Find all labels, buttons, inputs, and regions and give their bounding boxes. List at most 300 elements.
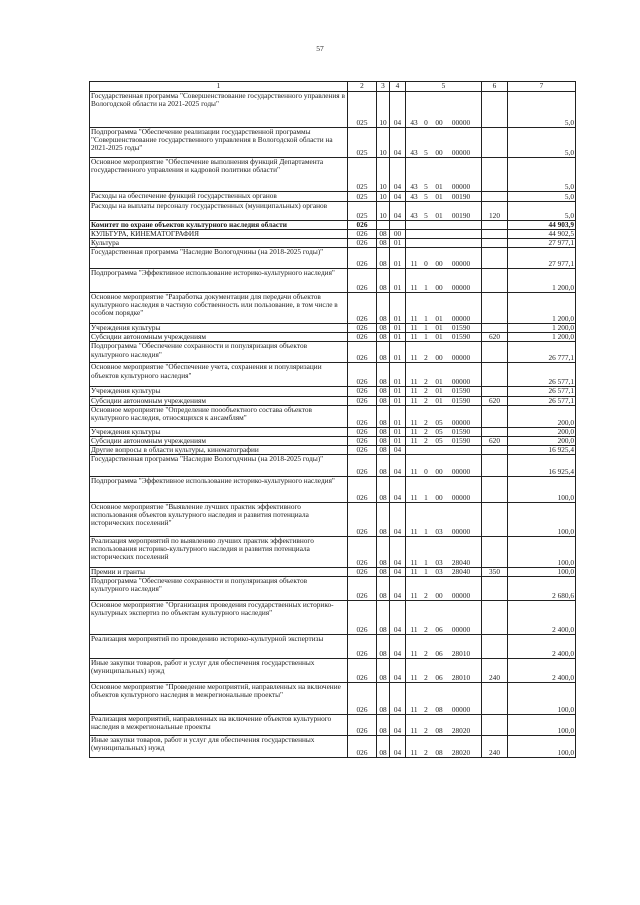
csr-part: 01 bbox=[435, 181, 443, 191]
row-rz: 08 bbox=[377, 342, 390, 363]
row-name: Основное мероприятие "Обеспечение выполнения функций Департамента государственного управления и кадровой политики области" bbox=[90, 158, 348, 192]
row-rz: 08 bbox=[377, 502, 390, 536]
row-grbs: 026 bbox=[348, 715, 377, 736]
csr-part: 03 bbox=[435, 557, 443, 567]
row-vr bbox=[482, 427, 508, 436]
row-rz: 08 bbox=[377, 405, 390, 427]
row-rz: 08 bbox=[377, 436, 390, 445]
csr-part: 11 bbox=[410, 624, 418, 634]
row-vr bbox=[482, 192, 508, 202]
row-amount: 5,0 bbox=[508, 192, 576, 202]
row-pr bbox=[390, 221, 406, 230]
csr-part: 1 bbox=[424, 567, 428, 576]
row-csr bbox=[406, 659, 482, 683]
row-amount: 200,0 bbox=[508, 405, 576, 427]
row-grbs: 026 bbox=[348, 293, 377, 324]
csr-part: 28010 bbox=[451, 672, 471, 682]
row-name: Премии и гранты bbox=[90, 567, 348, 576]
table-row bbox=[90, 476, 576, 502]
csr-part: 01 bbox=[435, 323, 443, 333]
row-grbs: 026 bbox=[348, 269, 377, 293]
row-csr bbox=[406, 342, 482, 363]
row-name: Основное мероприятие "Проведение мероприятий, направленных на включение объектов культурного наследия в межрегиональные проекты" bbox=[90, 683, 348, 715]
header-col-vr: 6 bbox=[482, 82, 508, 92]
row-rz: 08 bbox=[377, 683, 390, 715]
csr-part: 11 bbox=[410, 259, 418, 269]
row-rz: 08 bbox=[377, 293, 390, 324]
table-row bbox=[90, 715, 576, 736]
row-name: Подпрограмма "Обеспечение сохранности и популяризация объектов культурного наследия" bbox=[90, 342, 348, 363]
row-amount: 5,0 bbox=[508, 158, 576, 192]
row-vr bbox=[482, 342, 508, 363]
row-csr bbox=[406, 239, 482, 248]
row-rz: 08 bbox=[377, 396, 390, 405]
table-row bbox=[90, 601, 576, 635]
row-grbs: 026 bbox=[348, 333, 377, 342]
csr-part: 11 bbox=[410, 747, 418, 757]
row-csr bbox=[406, 192, 482, 202]
csr-part: 1 bbox=[424, 526, 428, 536]
csr-part: 28040 bbox=[451, 557, 471, 567]
row-rz: 10 bbox=[377, 92, 390, 128]
row-rz: 08 bbox=[377, 269, 390, 293]
table-row bbox=[90, 445, 576, 454]
row-grbs: 025 bbox=[348, 128, 377, 158]
row-csr bbox=[406, 601, 482, 635]
row-vr bbox=[482, 128, 508, 158]
row-pr: 04 bbox=[390, 502, 406, 536]
csr-part: 1 bbox=[424, 332, 428, 342]
csr-part: 01 bbox=[435, 314, 443, 324]
csr-part: 2 bbox=[424, 436, 428, 445]
row-amount: 5,0 bbox=[508, 202, 576, 221]
row-vr bbox=[482, 715, 508, 736]
row-name: Учреждения культуры bbox=[90, 324, 348, 333]
row-name: Субсидии автономным учреждениям bbox=[90, 436, 348, 445]
row-amount: 1 200,0 bbox=[508, 333, 576, 342]
row-vr: 240 bbox=[482, 659, 508, 683]
csr-part: 00000 bbox=[451, 526, 471, 536]
csr-part: 08 bbox=[435, 704, 443, 714]
row-vr bbox=[482, 269, 508, 293]
csr-part: 01590 bbox=[451, 332, 471, 342]
row-amount: 5,0 bbox=[508, 128, 576, 158]
row-grbs: 026 bbox=[348, 396, 377, 405]
table-row bbox=[90, 92, 576, 128]
row-csr bbox=[406, 445, 482, 454]
row-grbs: 026 bbox=[348, 324, 377, 333]
row-rz: 08 bbox=[377, 601, 390, 635]
header-col-amount: 7 bbox=[508, 82, 576, 92]
row-amount: 200,0 bbox=[508, 427, 576, 436]
row-pr: 04 bbox=[390, 192, 406, 202]
csr-part: 2 bbox=[424, 747, 428, 757]
row-amount: 1 200,0 bbox=[508, 293, 576, 324]
row-name: Учреждения культуры bbox=[90, 427, 348, 436]
row-name: Государственная программа "Наследие Вологодчины (на 2018-2025 годы)" bbox=[90, 454, 348, 476]
table-row bbox=[90, 333, 576, 342]
row-name: Реализация мероприятий по проведению историко-культурной экспертизы bbox=[90, 635, 348, 659]
row-rz: 10 bbox=[377, 192, 390, 202]
row-amount: 5,0 bbox=[508, 92, 576, 128]
table-row bbox=[90, 427, 576, 436]
row-grbs: 026 bbox=[348, 577, 377, 601]
row-amount: 16 925,4 bbox=[508, 445, 576, 454]
row-grbs: 025 bbox=[348, 202, 377, 221]
csr-part: 2 bbox=[424, 624, 428, 634]
row-rz: 08 bbox=[377, 248, 390, 269]
row-vr: 240 bbox=[482, 736, 508, 758]
row-csr bbox=[406, 324, 482, 333]
csr-part: 00190 bbox=[451, 191, 471, 201]
table-row bbox=[90, 454, 576, 476]
row-rz: 08 bbox=[377, 454, 390, 476]
csr-part: 11 bbox=[410, 332, 418, 342]
csr-part: 11 bbox=[410, 283, 418, 293]
row-rz: 10 bbox=[377, 128, 390, 158]
csr-part: 28040 bbox=[451, 567, 471, 576]
csr-part: 2 bbox=[424, 590, 428, 600]
row-pr: 04 bbox=[390, 577, 406, 601]
csr-part: 00000 bbox=[451, 624, 471, 634]
table-row bbox=[90, 396, 576, 405]
csr-part: 1 bbox=[424, 557, 428, 567]
csr-part: 11 bbox=[410, 725, 418, 735]
csr-part: 05 bbox=[435, 417, 443, 427]
csr-part: 00000 bbox=[451, 353, 471, 363]
row-csr bbox=[406, 92, 482, 128]
row-amount: 2 400,0 bbox=[508, 635, 576, 659]
row-grbs: 026 bbox=[348, 659, 377, 683]
row-vr bbox=[482, 577, 508, 601]
row-vr bbox=[482, 683, 508, 715]
row-csr bbox=[406, 405, 482, 427]
row-vr bbox=[482, 601, 508, 635]
csr-part: 11 bbox=[410, 466, 418, 476]
row-vr bbox=[482, 158, 508, 192]
row-pr: 04 bbox=[390, 601, 406, 635]
row-amount: 44 903,9 bbox=[508, 221, 576, 230]
row-name: Культура bbox=[90, 239, 348, 248]
row-rz: 08 bbox=[377, 659, 390, 683]
csr-part: 2 bbox=[424, 672, 428, 682]
table-row bbox=[90, 736, 576, 758]
csr-part: 00000 bbox=[451, 377, 471, 387]
csr-part: 11 bbox=[410, 386, 418, 396]
csr-part: 01590 bbox=[451, 436, 471, 445]
row-amount: 16 925,4 bbox=[508, 454, 576, 476]
row-vr: 620 bbox=[482, 396, 508, 405]
row-csr bbox=[406, 454, 482, 476]
table-row bbox=[90, 230, 576, 239]
row-pr: 04 bbox=[390, 476, 406, 502]
csr-part: 11 bbox=[410, 314, 418, 324]
row-pr: 01 bbox=[390, 436, 406, 445]
row-name: Основное мероприятие "Определение поообъектного состава объектов культурного наследия, относящихся к ансамблям" bbox=[90, 405, 348, 427]
row-grbs: 026 bbox=[348, 601, 377, 635]
row-pr: 04 bbox=[390, 92, 406, 128]
csr-part: 43 bbox=[410, 210, 418, 220]
row-grbs: 026 bbox=[348, 427, 377, 436]
csr-part: 00000 bbox=[451, 283, 471, 293]
csr-part: 11 bbox=[410, 648, 418, 658]
row-amount: 27 977,1 bbox=[508, 239, 576, 248]
csr-part: 1 bbox=[424, 492, 428, 502]
row-amount: 100,0 bbox=[508, 536, 576, 567]
row-name: Подпрограмма "Обеспечение сохранности и популяризация объектов культурного наследия" bbox=[90, 577, 348, 601]
table-row bbox=[90, 158, 576, 192]
row-vr bbox=[482, 445, 508, 454]
row-pr: 01 bbox=[390, 342, 406, 363]
row-vr bbox=[482, 248, 508, 269]
header-col-grbs: 2 bbox=[348, 82, 377, 92]
row-pr: 00 bbox=[390, 230, 406, 239]
row-name: Другие вопросы в области культуры, кинематографии bbox=[90, 445, 348, 454]
table-row bbox=[90, 502, 576, 536]
csr-part: 00000 bbox=[451, 314, 471, 324]
row-name: Подпрограмма "Обеспечение реализации государственной программы "Совершенствование государственного управления в Вологодской области на 2021-2025 годы" bbox=[90, 128, 348, 158]
row-amount: 44 902,5 bbox=[508, 230, 576, 239]
row-pr: 04 bbox=[390, 536, 406, 567]
row-amount: 27 977,1 bbox=[508, 248, 576, 269]
table-row bbox=[90, 324, 576, 333]
table-row bbox=[90, 659, 576, 683]
row-rz: 08 bbox=[377, 363, 390, 387]
header-col-csr: 5 bbox=[406, 82, 482, 92]
row-pr: 04 bbox=[390, 715, 406, 736]
row-csr bbox=[406, 577, 482, 601]
row-csr bbox=[406, 502, 482, 536]
row-grbs: 026 bbox=[348, 454, 377, 476]
row-rz: 08 bbox=[377, 239, 390, 248]
csr-part: 08 bbox=[435, 747, 443, 757]
row-name: Государственная программа "Наследие Вологодчины (на 2018-2025 годы)" bbox=[90, 248, 348, 269]
row-name: Иные закупки товаров, работ и услуг для обеспечения государственных (муниципальных) нужд bbox=[90, 736, 348, 758]
csr-part: 11 bbox=[410, 353, 418, 363]
csr-part: 2 bbox=[424, 725, 428, 735]
row-csr bbox=[406, 476, 482, 502]
csr-part: 2 bbox=[424, 648, 428, 658]
csr-part: 01 bbox=[435, 377, 443, 387]
csr-part: 5 bbox=[424, 210, 428, 220]
row-pr: 04 bbox=[390, 454, 406, 476]
row-csr bbox=[406, 363, 482, 387]
row-amount: 1 200,0 bbox=[508, 324, 576, 333]
csr-part: 5 bbox=[424, 181, 428, 191]
row-rz: 08 bbox=[377, 387, 390, 396]
csr-part: 00 bbox=[435, 492, 443, 502]
csr-part: 0 bbox=[424, 259, 428, 269]
csr-part: 11 bbox=[410, 377, 418, 387]
row-rz: 08 bbox=[377, 736, 390, 758]
header-col-rz: 3 bbox=[377, 82, 390, 92]
row-name: Основное мероприятие "Обеспечение учета, сохранения и популяризации объектов культурного наследия" bbox=[90, 363, 348, 387]
row-pr: 04 bbox=[390, 158, 406, 192]
csr-part: 11 bbox=[410, 417, 418, 427]
table-row bbox=[90, 342, 576, 363]
row-pr: 01 bbox=[390, 333, 406, 342]
csr-part: 5 bbox=[424, 147, 428, 157]
csr-part: 00 bbox=[435, 590, 443, 600]
csr-part: 00000 bbox=[451, 259, 471, 269]
row-csr bbox=[406, 202, 482, 221]
row-rz: 08 bbox=[377, 715, 390, 736]
csr-part: 28020 bbox=[451, 725, 471, 735]
row-pr: 01 bbox=[390, 239, 406, 248]
row-name: Подпрограмма "Эффективное использование историко-культурного наследия" bbox=[90, 476, 348, 502]
csr-part: 11 bbox=[410, 704, 418, 714]
row-name: Комитет по охране объектов культурного наследия области bbox=[90, 221, 348, 230]
csr-part: 00000 bbox=[451, 117, 471, 127]
row-grbs: 026 bbox=[348, 502, 377, 536]
row-rz: 10 bbox=[377, 202, 390, 221]
row-vr bbox=[482, 635, 508, 659]
row-pr: 04 bbox=[390, 736, 406, 758]
budget-table bbox=[89, 81, 576, 758]
row-rz: 08 bbox=[377, 476, 390, 502]
csr-part: 2 bbox=[424, 427, 428, 436]
row-amount: 2 400,0 bbox=[508, 659, 576, 683]
row-grbs: 026 bbox=[348, 405, 377, 427]
row-vr bbox=[482, 476, 508, 502]
csr-part: 01590 bbox=[451, 427, 471, 436]
row-csr bbox=[406, 333, 482, 342]
csr-part: 28010 bbox=[451, 648, 471, 658]
csr-part: 00000 bbox=[451, 590, 471, 600]
csr-part: 01590 bbox=[451, 396, 471, 405]
row-rz: 10 bbox=[377, 158, 390, 192]
csr-part: 11 bbox=[410, 567, 418, 576]
csr-part: 2 bbox=[424, 396, 428, 405]
row-vr bbox=[482, 293, 508, 324]
row-csr bbox=[406, 396, 482, 405]
row-pr: 04 bbox=[390, 128, 406, 158]
row-name: Основное мероприятие "Выявление лучших практик эффективного использования объектов культурного наследия и развития потенциала исторических поселений" bbox=[90, 502, 348, 536]
csr-part: 03 bbox=[435, 567, 443, 576]
row-name: Субсидии автономным учреждениям bbox=[90, 333, 348, 342]
row-grbs: 026 bbox=[348, 445, 377, 454]
row-csr bbox=[406, 427, 482, 436]
row-grbs: 026 bbox=[348, 363, 377, 387]
row-vr: 620 bbox=[482, 333, 508, 342]
row-vr bbox=[482, 324, 508, 333]
row-rz: 08 bbox=[377, 567, 390, 576]
csr-part: 2 bbox=[424, 353, 428, 363]
csr-part: 00190 bbox=[451, 210, 471, 220]
row-pr: 04 bbox=[390, 659, 406, 683]
row-pr: 04 bbox=[390, 445, 406, 454]
table-row bbox=[90, 405, 576, 427]
table-row bbox=[90, 387, 576, 396]
csr-part: 05 bbox=[435, 436, 443, 445]
row-rz: 08 bbox=[377, 536, 390, 567]
row-rz bbox=[377, 221, 390, 230]
csr-part: 11 bbox=[410, 590, 418, 600]
row-grbs: 026 bbox=[348, 221, 377, 230]
csr-part: 2 bbox=[424, 386, 428, 396]
row-grbs: 026 bbox=[348, 436, 377, 445]
row-vr bbox=[482, 92, 508, 128]
csr-part: 01 bbox=[435, 210, 443, 220]
row-name: Расходы на выплаты персоналу государственных (муниципальных) органов bbox=[90, 202, 348, 221]
csr-part: 00 bbox=[435, 353, 443, 363]
row-csr bbox=[406, 293, 482, 324]
row-pr: 04 bbox=[390, 202, 406, 221]
row-grbs: 025 bbox=[348, 158, 377, 192]
table-row bbox=[90, 363, 576, 387]
table-row bbox=[90, 436, 576, 445]
row-rz: 08 bbox=[377, 333, 390, 342]
row-amount: 1 200,0 bbox=[508, 269, 576, 293]
row-csr bbox=[406, 635, 482, 659]
row-name: Субсидии автономным учреждениям bbox=[90, 396, 348, 405]
row-name: КУЛЬТУРА, КИНЕМАТОГРАФИЯ bbox=[90, 230, 348, 239]
row-name: Реализация мероприятий по выявлению лучших практик эффективного использования историко-культурного наследия и развития потенциала исторических поселений bbox=[90, 536, 348, 567]
page-number: 57 bbox=[316, 44, 324, 53]
row-grbs: 026 bbox=[348, 567, 377, 576]
table-row bbox=[90, 192, 576, 202]
row-vr bbox=[482, 536, 508, 567]
csr-part: 00000 bbox=[451, 417, 471, 427]
table-row bbox=[90, 567, 576, 576]
csr-part: 28020 bbox=[451, 747, 471, 757]
row-amount: 2 680,6 bbox=[508, 577, 576, 601]
row-grbs: 026 bbox=[348, 683, 377, 715]
header-col-pr: 4 bbox=[390, 82, 406, 92]
csr-part: 06 bbox=[435, 672, 443, 682]
row-pr: 01 bbox=[390, 248, 406, 269]
csr-part: 5 bbox=[424, 191, 428, 201]
row-amount: 100,0 bbox=[508, 502, 576, 536]
csr-part: 00 bbox=[435, 147, 443, 157]
csr-part: 11 bbox=[410, 557, 418, 567]
csr-part: 11 bbox=[410, 526, 418, 536]
csr-part: 00 bbox=[435, 259, 443, 269]
row-vr bbox=[482, 405, 508, 427]
row-vr: 120 bbox=[482, 202, 508, 221]
csr-part: 11 bbox=[410, 492, 418, 502]
row-csr bbox=[406, 269, 482, 293]
csr-part: 00 bbox=[435, 283, 443, 293]
csr-part: 00000 bbox=[451, 492, 471, 502]
row-rz: 08 bbox=[377, 324, 390, 333]
csr-part: 43 bbox=[410, 147, 418, 157]
row-pr: 04 bbox=[390, 567, 406, 576]
row-vr bbox=[482, 239, 508, 248]
row-pr: 01 bbox=[390, 405, 406, 427]
csr-part: 03 bbox=[435, 526, 443, 536]
row-amount: 100,0 bbox=[508, 683, 576, 715]
table-row bbox=[90, 269, 576, 293]
row-pr: 01 bbox=[390, 396, 406, 405]
row-vr: 350 bbox=[482, 567, 508, 576]
row-pr: 01 bbox=[390, 269, 406, 293]
csr-part: 00000 bbox=[451, 466, 471, 476]
csr-part: 11 bbox=[410, 436, 418, 445]
row-vr: 620 bbox=[482, 436, 508, 445]
table-row bbox=[90, 635, 576, 659]
row-amount: 200,0 bbox=[508, 436, 576, 445]
row-csr bbox=[406, 567, 482, 576]
csr-part: 1 bbox=[424, 283, 428, 293]
csr-part: 1 bbox=[424, 323, 428, 333]
row-amount: 26 577,1 bbox=[508, 396, 576, 405]
row-rz: 08 bbox=[377, 577, 390, 601]
row-csr bbox=[406, 230, 482, 239]
csr-part: 00000 bbox=[451, 147, 471, 157]
row-grbs: 026 bbox=[348, 230, 377, 239]
row-grbs: 026 bbox=[348, 635, 377, 659]
